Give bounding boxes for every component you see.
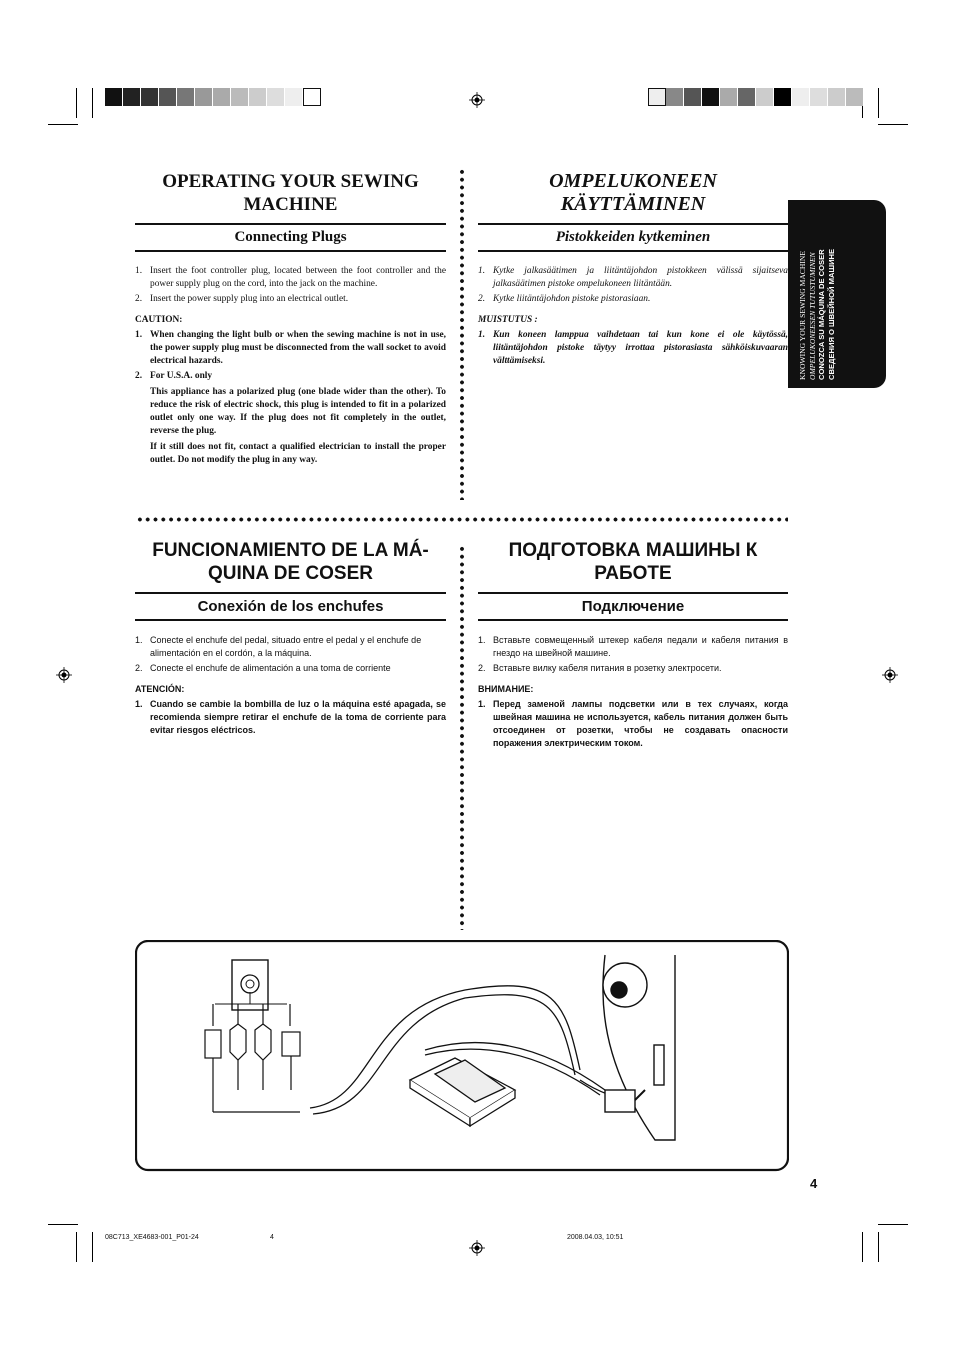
registration-mark-icon [469, 92, 485, 108]
crop-mark [862, 1232, 863, 1262]
section-title-line: QUINA DE COSER [207, 563, 374, 584]
grey-scale-bar-right [648, 88, 864, 106]
plug-connection-illustration [135, 940, 789, 1172]
section-title [135, 537, 446, 585]
caution-label: CAUTION: [135, 315, 183, 325]
sewing-machine-icon [603, 955, 675, 1140]
caution-label: ВНИМАНИЕ: [478, 684, 534, 694]
section-subtitle: Conexión de los enchufes [135, 592, 446, 621]
tab-line-spanish: CONOZCA SU MÁQUINA DE COSER [817, 249, 826, 380]
list-item: 2. Kytke liitäntäjohdon pistoke pistorasiaan. [478, 294, 651, 304]
crop-mark [878, 88, 879, 118]
list-item: 1. Insert the foot controller plug, located between the foot controller and the power supply plug on the cord, into the jack on the machine. [135, 266, 446, 289]
section-title: OMPELUKONEEN KÄYTTÄMINEN [549, 170, 717, 215]
section-subtitle: Connecting Plugs [135, 223, 446, 252]
caution-label: ATENCIÓN: [135, 684, 185, 694]
finnish-section [478, 168, 788, 370]
tab-line-russian: СВЕДЕНИЯ О ШВЕЙНОЙ МАШИНЕ [826, 248, 836, 380]
section-body [478, 265, 788, 368]
list-item: 2. Insert the power supply plug into an electrical outlet. [135, 294, 349, 304]
crop-mark [48, 124, 78, 125]
section-title [478, 537, 788, 585]
list-item: 1. Kun koneen lamppua vaihdetaan tai kun kone ei ole käytössä, liitäntäjohdon pistoke täytyy irrottaa pistorasiasta sähköiskuvaaran välttämiseksi. [478, 330, 788, 366]
crop-mark [76, 88, 77, 118]
list-item: 1. Вставьте совмещенный штекер кабеля педали и кабеля питания в гнездо на швейной машине. [478, 635, 788, 658]
section-subtitle: Подключение [478, 592, 788, 621]
english-section [135, 168, 446, 467]
chapter-tab-text [798, 205, 836, 380]
vertical-dotted-divider [460, 168, 464, 500]
spanish-section [135, 537, 446, 739]
crop-mark [878, 1232, 879, 1262]
section-title-line: FUNCIONAMIENTO DE LA MÁ- [152, 540, 429, 561]
page-number: 4 [810, 1176, 818, 1191]
section-body [478, 634, 788, 750]
vertical-dotted-divider [460, 545, 464, 930]
note-label: MUISTUTUS : [478, 315, 538, 325]
crop-mark [878, 124, 908, 125]
footer-page: 4 [270, 1234, 274, 1241]
registration-mark-icon [469, 1240, 485, 1256]
section-title: OPERATING YOUR SEWING MACHINE [162, 171, 419, 215]
paragraph: If it still does not fit, contact a qualified electrician to install the proper outlet. Do not modify the plug in any way. [150, 442, 446, 465]
section-body [135, 634, 446, 737]
tab-line-english: KNOWING YOUR SEWING MACHINE [798, 250, 807, 380]
footer-date: 2008.04.03, 10:51 [567, 1234, 624, 1241]
list-item: 2. For U.S.A. only [135, 371, 213, 381]
list-item: 1. Conecte el enchufe del pedal, situado entre el pedal y el enchufe de alimentación en el cordón, a la máquina. [135, 635, 422, 658]
list-item: 1. Перед заменой лампы подсветки или в тех случаях, когда швейная машина не используется, кабель питания должен быть отсоединен от розетки, чтобы не создавать опасности поражения электрическим током. [478, 699, 788, 748]
list-item: 2. Conecte el enchufe de alimentación a una toma de corriente [135, 663, 391, 673]
crop-mark [92, 1232, 93, 1262]
tab-line-finnish: OMPELUKONEESEN TUTUSTUMINEN [807, 252, 817, 380]
list-item: 2. Вставьте вилку кабеля питания в розетку электросети. [478, 663, 722, 673]
horizontal-dotted-divider [136, 517, 788, 522]
crop-mark [92, 88, 93, 118]
footer-filename: 08C713_XE4683-001_P01-24 [105, 1234, 199, 1241]
russian-section [478, 537, 788, 752]
crop-mark [76, 1232, 77, 1262]
grey-scale-bar-left [105, 88, 321, 106]
section-title-line: ПОДГОТОВКА МАШИНЫ К [508, 540, 758, 561]
registration-mark-icon [882, 667, 898, 683]
section-body [135, 265, 446, 467]
section-subtitle: Pistokkeiden kytkeminen [478, 223, 788, 252]
list-item: 1. When changing the light bulb or when the sewing machine is not in use, the power supply plug must be disconnected from the wall socket to avoid electrical hazards. [135, 330, 446, 366]
list-item: 1. Cuando se cambie la bombilla de luz o la máquina esté apagada, se recomienda siempre retirar el enchufe de la toma de corriente para evitar riesgos eléctricos. [135, 699, 446, 735]
crop-mark [878, 1224, 908, 1225]
registration-mark-icon [56, 667, 72, 683]
list-item: 1. Kytke jalkasäätimen ja liitäntäjohdon pistokkeen välissä sijaitseva jalkasäätimen pistoke ompelukoneen liitäntään. [478, 266, 788, 289]
section-title-line: РАБОТЕ [594, 563, 672, 584]
crop-mark [48, 1224, 78, 1225]
paragraph: This appliance has a polarized plug (one blade wider than the other). To reduce the risk of electric shock, this plug is intended to fit in a polarized outlet only one way. If the plug does not fit completely in the outlet, reverse the plug. [150, 387, 446, 436]
